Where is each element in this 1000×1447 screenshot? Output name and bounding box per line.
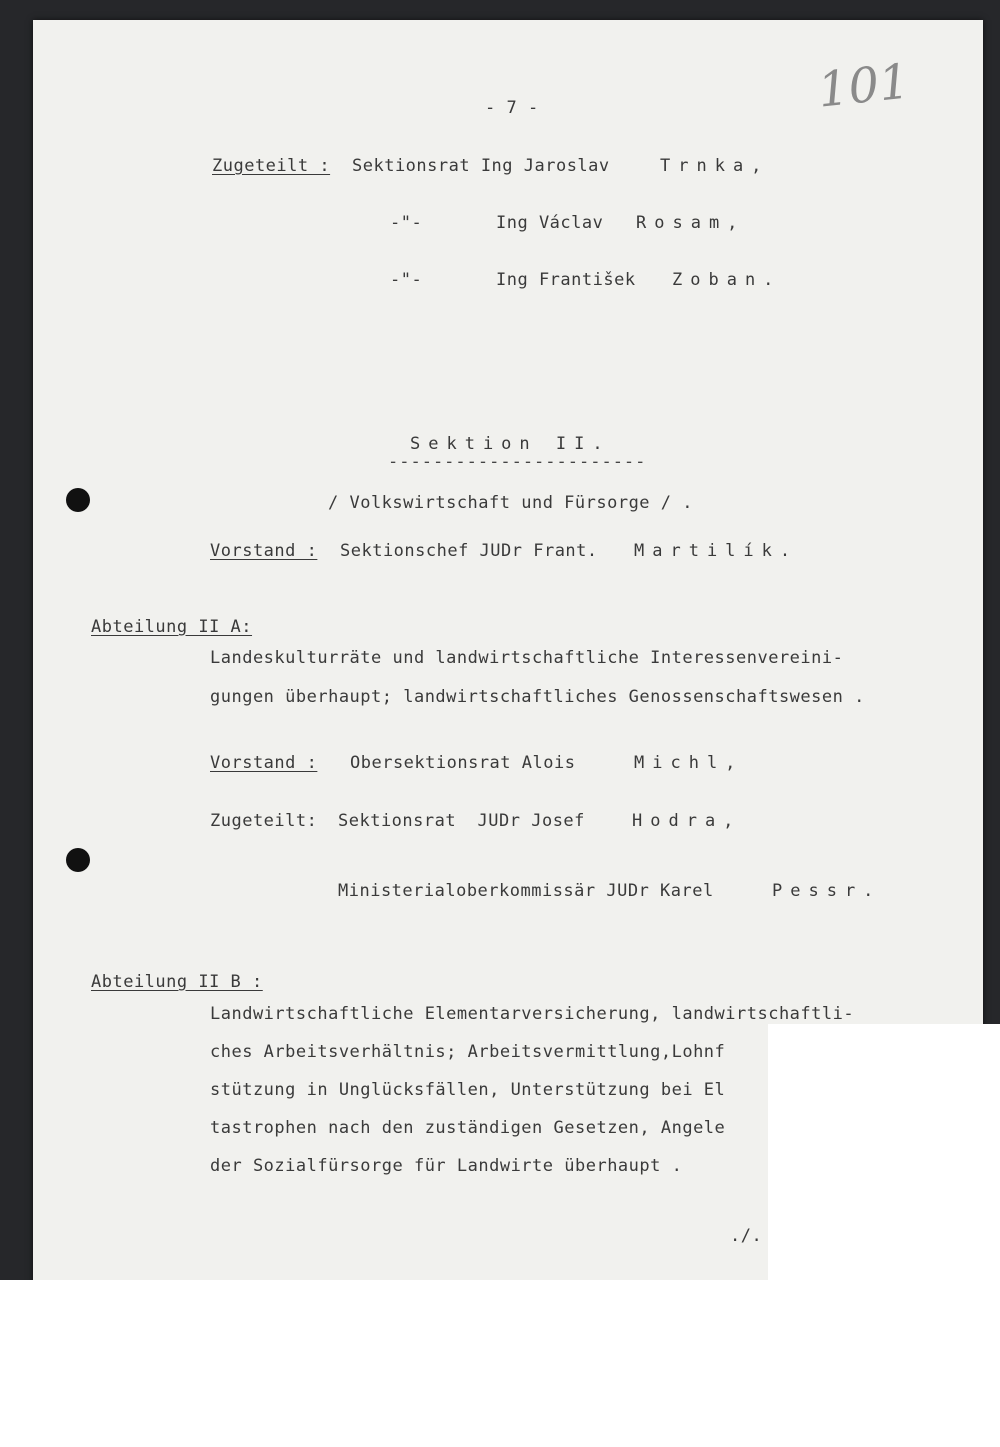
dept-a-head-name: Michl,: [634, 753, 744, 773]
dept-a-assigned2-name: Pessr.: [772, 881, 882, 901]
section-head-label: Vorstand :: [210, 541, 318, 561]
dept-a-assigned-label: Zugeteilt:: [210, 811, 318, 831]
punch-hole-top: [66, 488, 90, 512]
dept-a-line1: Landeskulturräte und landwirtschaftliche Interessenvereini-: [210, 648, 844, 668]
blank-region-bottom: [0, 1280, 768, 1447]
section-head-title: Sektionschef JUDr Frant.: [340, 541, 598, 561]
dept-b-line1: Landwirtschaftliche Elementarversicherung, landwirtschaftli-: [210, 1004, 855, 1024]
assigned-line1-name: Trnka,: [660, 156, 770, 176]
section-rule: -----------------------: [388, 452, 647, 472]
assigned-line2-name: Rosam,: [636, 213, 746, 233]
dept-b-line5: der Sozialfürsorge für Landwirte überhaupt .: [210, 1156, 683, 1176]
folio-number: 101: [815, 53, 913, 119]
continuation-mark: ./.: [730, 1226, 763, 1246]
dept-a-assigned-title: Sektionsrat JUDr Josef: [338, 811, 585, 831]
dept-b-label: Abteilung II B :: [91, 972, 263, 992]
assigned-line1-title: Sektionsrat Ing Jaroslav: [352, 156, 610, 176]
page-number: - 7 -: [485, 98, 539, 118]
section-subtitle: / Volkswirtschaft und Fürsorge / .: [328, 493, 693, 513]
dept-b-line4: tastrophen nach den zuständigen Gesetzen, Angele: [210, 1118, 726, 1138]
dept-a-head-label: Vorstand :: [210, 753, 318, 773]
ditto-mark-2: -"-: [390, 270, 423, 290]
assigned-label: Zugeteilt :: [212, 156, 331, 176]
dept-a-assigned-name: Hodra,: [632, 811, 742, 831]
ditto-mark-1: -"-: [390, 213, 423, 233]
section-head-name: Martilík.: [634, 541, 799, 561]
dept-a-label: Abteilung II A:: [91, 617, 253, 637]
punch-hole-bottom: [66, 848, 90, 872]
dept-b-line3: stützung in Unglücksfällen, Unterstützung bei El: [210, 1080, 726, 1100]
dept-a-assigned2-title: Ministerialoberkommissär JUDr Karel: [338, 881, 714, 901]
dept-a-line2: gungen überhaupt; landwirtschaftliches Genossenschaftswesen .: [210, 687, 865, 707]
assigned-line3-title: Ing František: [496, 270, 636, 290]
dept-a-head-title: Obersektionsrat Alois: [350, 753, 576, 773]
blank-region-right: [768, 1024, 1000, 1447]
assigned-line3-name: Zoban.: [672, 270, 782, 290]
section-heading: Sektion II.: [410, 434, 611, 454]
dept-b-line2: ches Arbeitsverhältnis; Arbeitsvermittlung,Lohnf: [210, 1042, 726, 1062]
assigned-line2-title: Ing Václav: [496, 213, 604, 233]
